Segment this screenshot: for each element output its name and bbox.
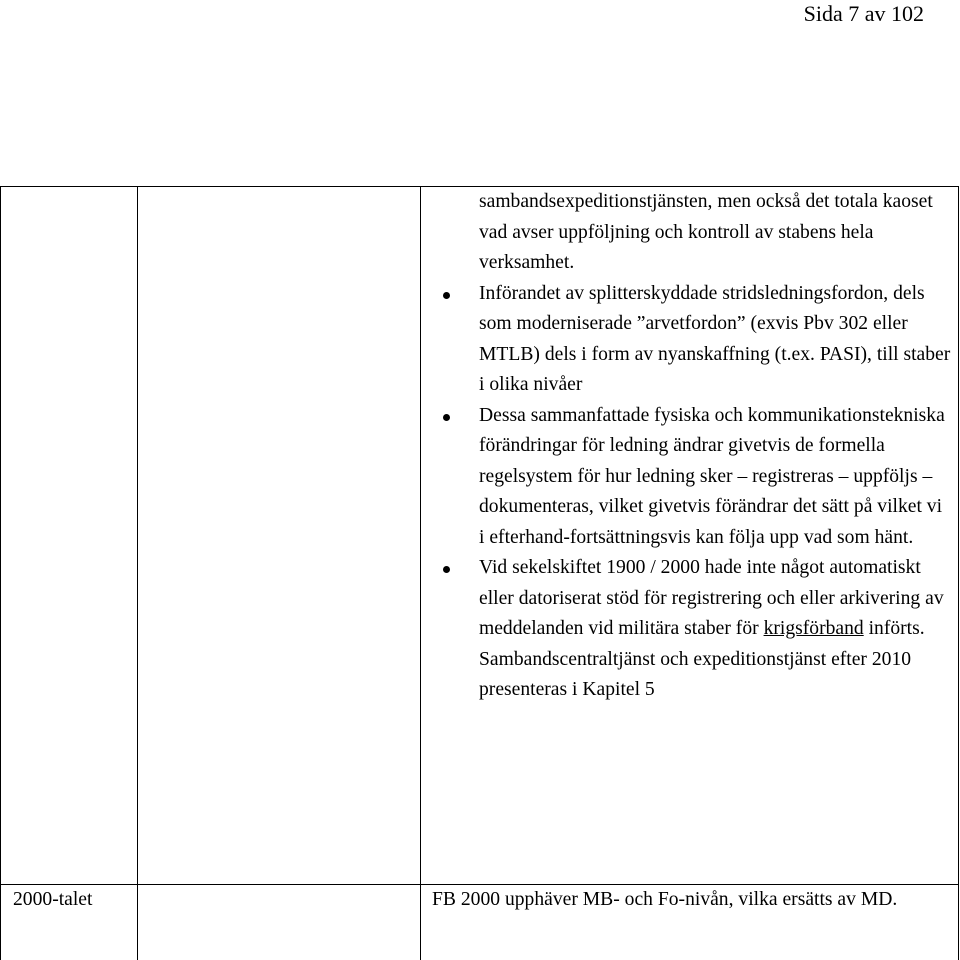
middle-cell-empty: [138, 885, 421, 960]
table-row: [1, 187, 959, 885]
bullet-text: Införandet av splitterskyddade stridsledningsfordon, dels som moderniserade ”arvetfordon” (exvis Pbv 302 eller MTLB) dels i form av nyanskaffning (t.ex. PASI), till staber i olika nivåer: [479, 282, 951, 395]
table-row: [1, 885, 959, 960]
period-cell-empty: [1, 187, 138, 885]
period-cell: 2000-talet: [1, 885, 138, 960]
history-table: [0, 186, 959, 960]
bullet-text: Dessa sammanfattade fysiska och kommunikationstekniska förändringar för ledning ändrar givetvis de formella regelsystem för hur ledning sker – registreras – uppföljs – dokumenteras, vilket givetvis förändrar det sätt på vilket vi i efterhand-fortsättningsvis kan följa upp vad som hänt.: [479, 404, 945, 548]
bullet-text-after: införts. Sambandscentraltjänst och expeditionstjänst efter 2010 presenteras i Kapitel 5: [479, 618, 925, 700]
bullet-icon: [443, 414, 450, 421]
list-item: [479, 401, 952, 554]
continuation-paragraph: sambandsexpeditionstjänsten, men också det totala kaoset vad avser uppföljning och kontroll av stabens hela verksamhet.: [479, 191, 933, 273]
event-cell: FB 2000 upphäver MB- och Fo-nivån, vilka ersätts av MD.: [421, 885, 959, 960]
list-item: [479, 553, 952, 706]
bullet-list: [479, 279, 952, 706]
bullet-icon: [443, 566, 450, 573]
bullet-icon: [443, 292, 450, 299]
page-number: Sida 7 av 102: [803, 1, 924, 26]
content-cell: [421, 187, 959, 885]
middle-cell-empty: [138, 187, 421, 885]
krigsforband-link[interactable]: krigsförband: [763, 618, 864, 639]
list-item: [479, 279, 952, 401]
bullet-text-before: Vid sekelskiftet 1900 / 2000 hade inte något automatiskt eller datoriserat stöd för registrering och eller arkivering av meddelanden vid militära staber för: [479, 557, 944, 639]
